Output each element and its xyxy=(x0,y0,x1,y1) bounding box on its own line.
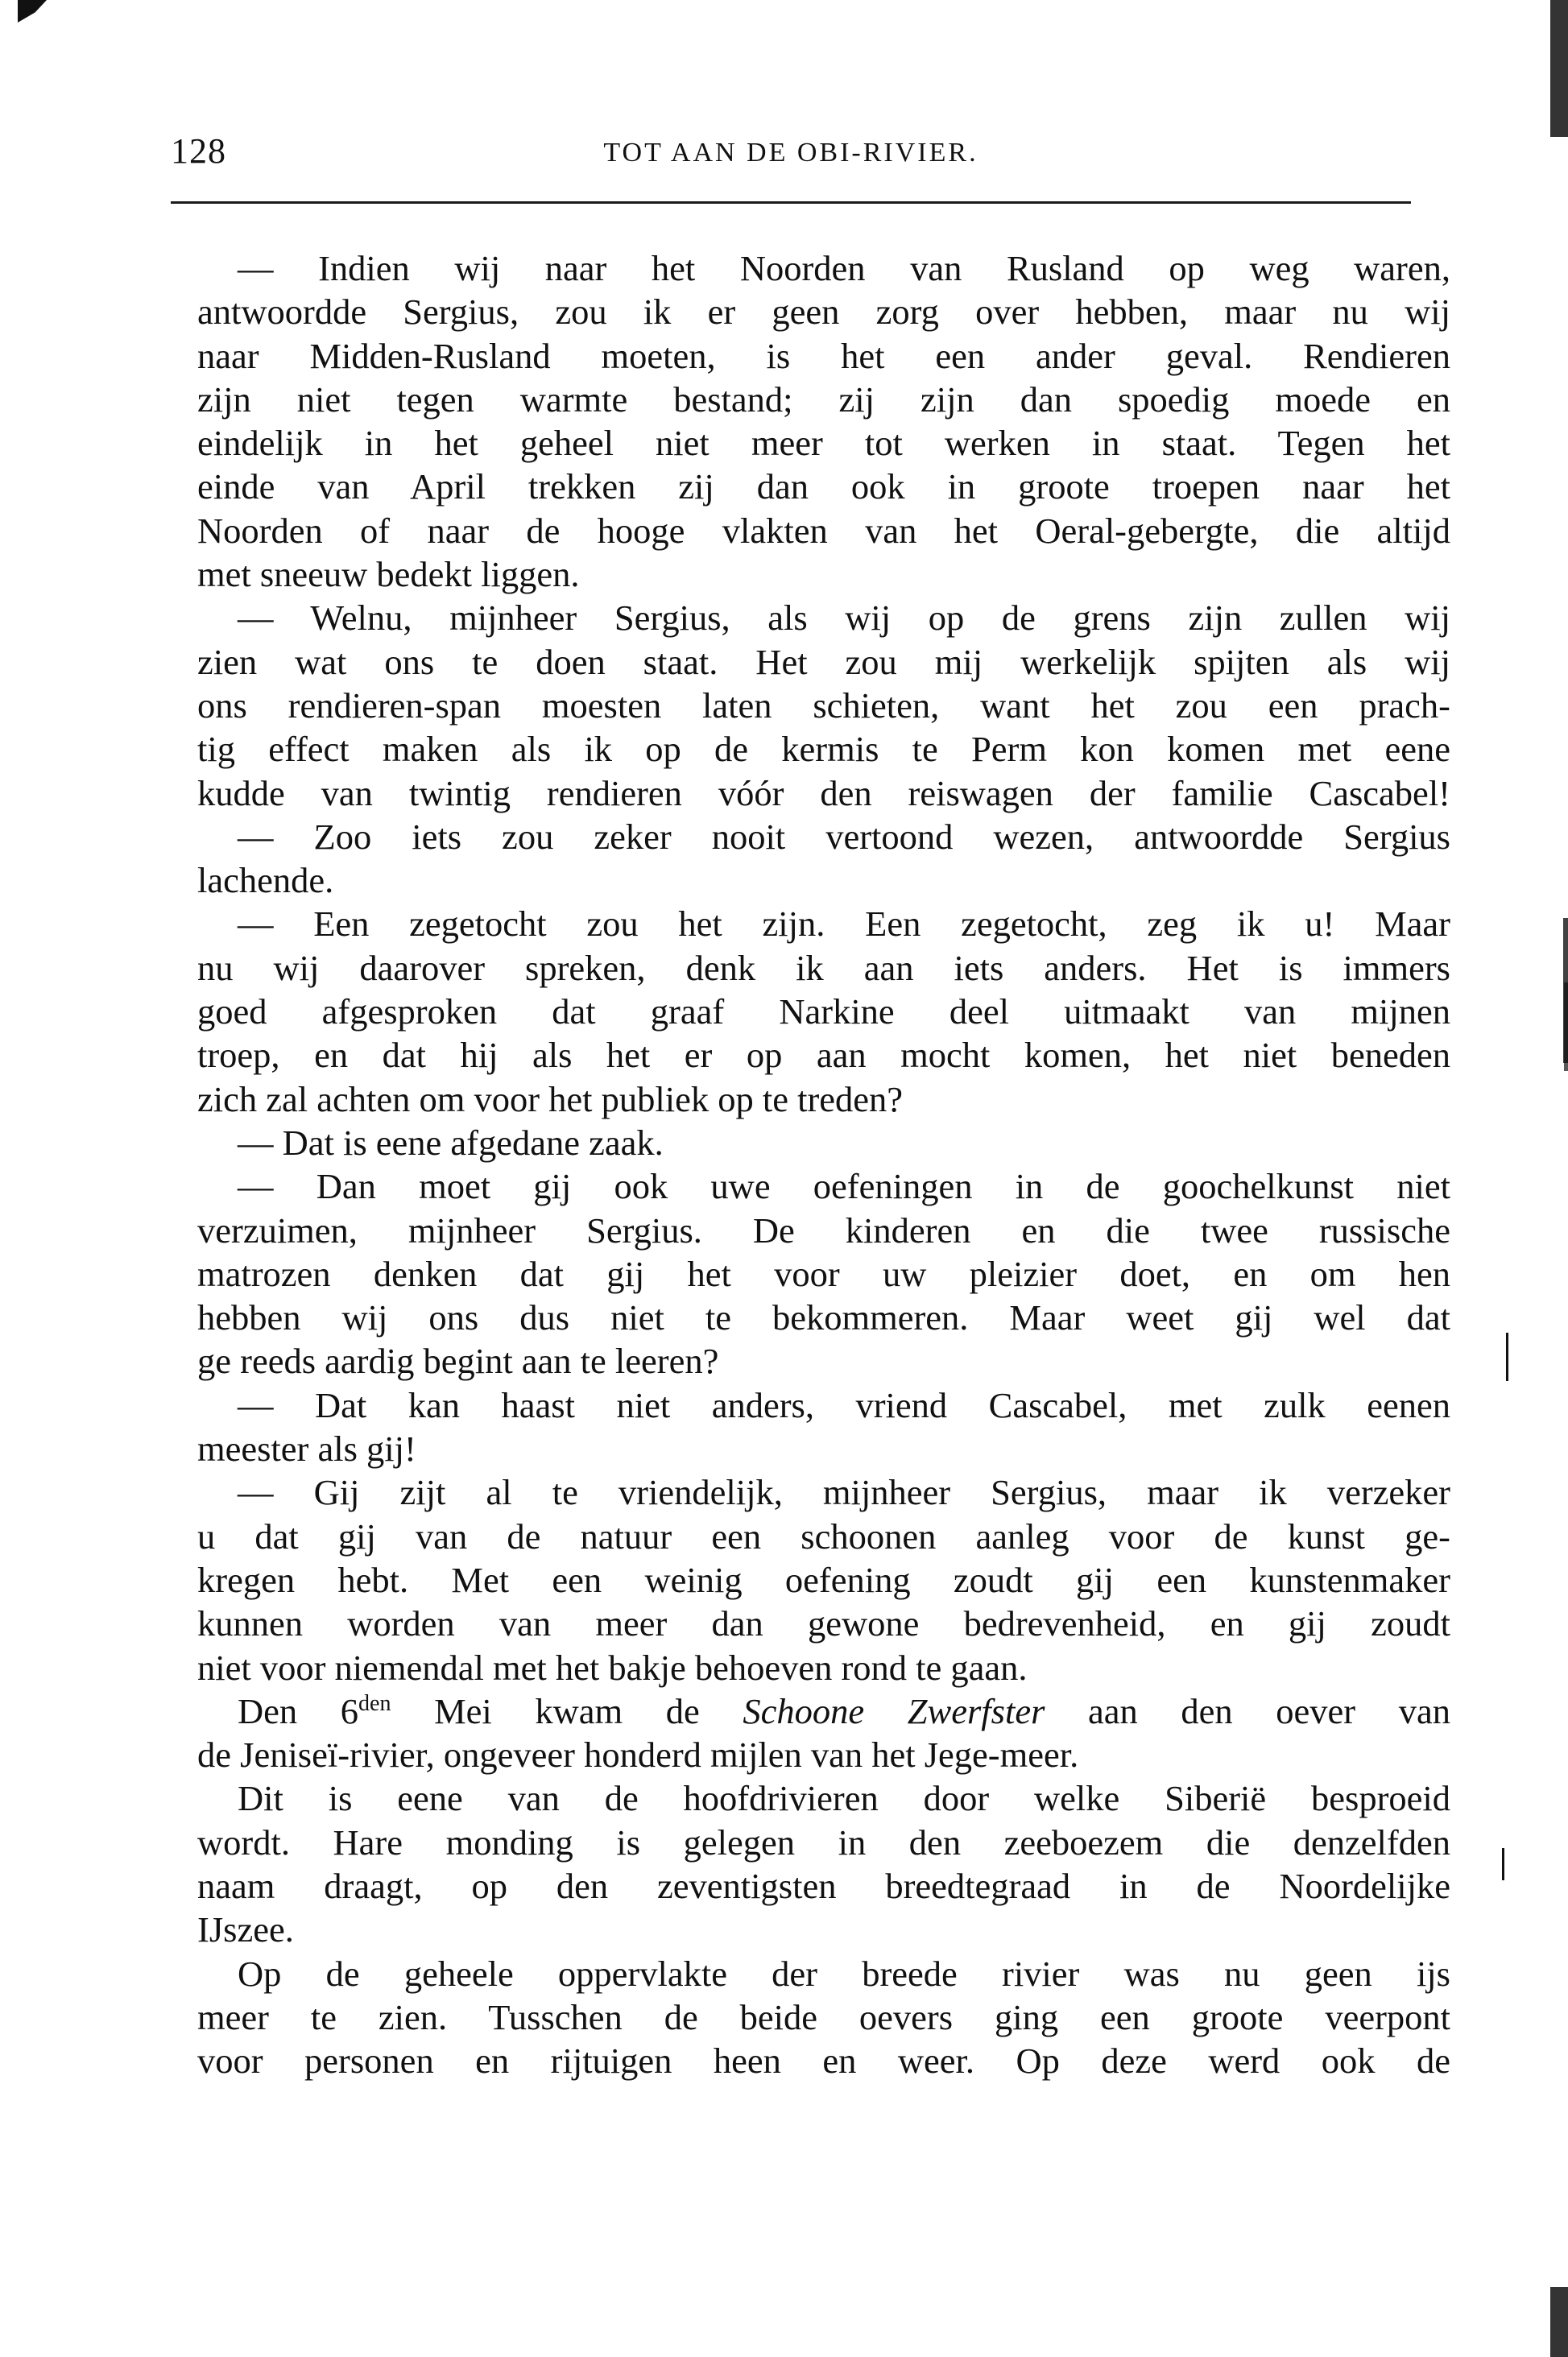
text-line: troep, en dat hij als het er op aan mocht komen, het niet beneden xyxy=(197,1035,1450,1076)
text-line: lachende. xyxy=(197,860,334,901)
text-line: kunnen worden van meer dan gewone bedrevenheid, en gij zoudt xyxy=(197,1603,1450,1644)
text-line: naam draagt, op den zeventigsten breedtegraad in de Noordelijke xyxy=(197,1865,1450,1906)
text-line: voor personen en rijtuigen heen en weer. Op deze werd ook de xyxy=(197,2041,1450,2082)
text-line: u dat gij van de natuur een schoonen aanleg voor de kunst ge- xyxy=(197,1516,1450,1557)
running-title: TOT AAN DE OBI-RIVIER. xyxy=(603,138,978,167)
text-line: hebben wij ons dus niet te bekommeren. Maar weet gij wel dat xyxy=(197,1297,1450,1338)
body-text xyxy=(197,246,1450,2082)
text-line: verzuimen, mijnheer Sergius. De kinderen en die twee russische xyxy=(197,1210,1450,1251)
scan-edge-bottom xyxy=(1550,2287,1568,2357)
text-line: IJszee. xyxy=(197,1909,294,1950)
ship-name: Schoone Zwerfster xyxy=(743,1690,1045,1731)
scan-edge-top xyxy=(1550,0,1568,137)
text-line: — Gij zijt al te vriendelijk, mijnheer Sergius, maar ik verzeker xyxy=(238,1472,1450,1513)
text-line: meester als gij! xyxy=(197,1429,416,1470)
header-rule xyxy=(171,201,1411,204)
text-line: de Jeniseï-rivier, ongeveer honderd mijlen van het Jege-meer. xyxy=(197,1735,1079,1776)
text-line: ons rendieren-span moesten laten schieten, want het zou een prach- xyxy=(197,684,1450,726)
text-line: — Zoo iets zou zeker nooit vertoond wezen, antwoordde Sergius xyxy=(238,816,1450,857)
text-line: meer te zien. Tusschen de beide oevers ging een groote veerpont xyxy=(197,1996,1450,2037)
text-line: — Een zegetocht zou het zijn. Een zegetocht, zeg ik u! Maar xyxy=(238,904,1450,945)
text-line: — Indien wij naar het Noorden van Rusland op weg waren, xyxy=(238,248,1450,288)
text-line: naar Midden-Rusland moeten, is het een ander geval. Rendieren xyxy=(197,335,1450,376)
text-line: zijn niet tegen warmte bestand; zij zijn dan spoedig moede en xyxy=(197,378,1450,420)
text-line: tig effect maken als ik op de kermis te Perm kon komen met eene xyxy=(197,729,1450,770)
text-line: kregen hebt. Met een weinig oefening zoudt gij een kunstenmaker xyxy=(197,1559,1450,1600)
text-line: kudde van twintig rendieren vóór den reiswagen der familie Cascabel! xyxy=(197,772,1450,813)
text-line: — Dat is eene afgedane zaak. xyxy=(238,1122,664,1163)
text-line: wordt. Hare monding is gelegen in den zeeboezem die denzelfden xyxy=(197,1822,1450,1863)
text-line: nu wij daarover spreken, denk ik aan iets anders. Het is immers xyxy=(197,947,1450,988)
text-line: Dit is eene van de hoofdrivieren door welke Siberië besproeid xyxy=(238,1778,1450,1819)
text-line: Op de geheele oppervlakte der breede rivier was nu geen ijs xyxy=(238,1953,1450,1994)
text-line: — Dan moet gij ook uwe oefeningen in de goochelkunst niet xyxy=(238,1166,1450,1207)
scan-speck xyxy=(1506,1333,1508,1381)
text-line: — Welnu, mijnheer Sergius, als wij op de grens zijn zullen wij xyxy=(238,598,1450,639)
text-line: zien wat ons te doen staat. Het zou mij werkelijk spijten als wij xyxy=(197,641,1450,682)
text-line: met sneeuw bedekt liggen. xyxy=(197,554,580,595)
text-line: zich zal achten om voor het publiek op te treden? xyxy=(197,1078,904,1119)
scan-artifact-corner xyxy=(18,0,47,23)
text-line: ge reeds aardig begint aan te leeren? xyxy=(197,1341,719,1382)
scan-edge-lower xyxy=(1564,982,1568,1071)
text-line: niet voor niemendal met het bakje behoeven rond te gaan. xyxy=(197,1647,1028,1688)
text-line-rich: Den $6^{den}$ Mei kwam de Schoone Zwerfster aan den oever van xyxy=(238,1690,1451,1731)
text-line: goed afgesproken dat graaf Narkine deel uitmaakt van mijnen xyxy=(197,991,1450,1032)
ordinal-suffix: den xyxy=(358,1690,391,1716)
text-line: antwoordde Sergius, zou ik er geen zorg over hebben, maar nu wij xyxy=(197,292,1450,333)
text-line: eindelijk in het geheel niet meer tot werken in staat. Tegen het xyxy=(197,423,1450,464)
text-line: einde van April trekken zij dan ook in groote troepen naar het xyxy=(197,466,1450,507)
text-line: Noorden of naar de hooge vlakten van het Oeral-gebergte, die altijd xyxy=(197,510,1450,551)
text-line: — Dat kan haast niet anders, vriend Cascabel, met zulk eenen xyxy=(238,1384,1450,1425)
page-number: 128 xyxy=(171,131,226,171)
text-line: matrozen denken dat gij het voor uw pleizier doet, en om hen xyxy=(197,1253,1450,1294)
scan-speck xyxy=(1502,1848,1504,1880)
